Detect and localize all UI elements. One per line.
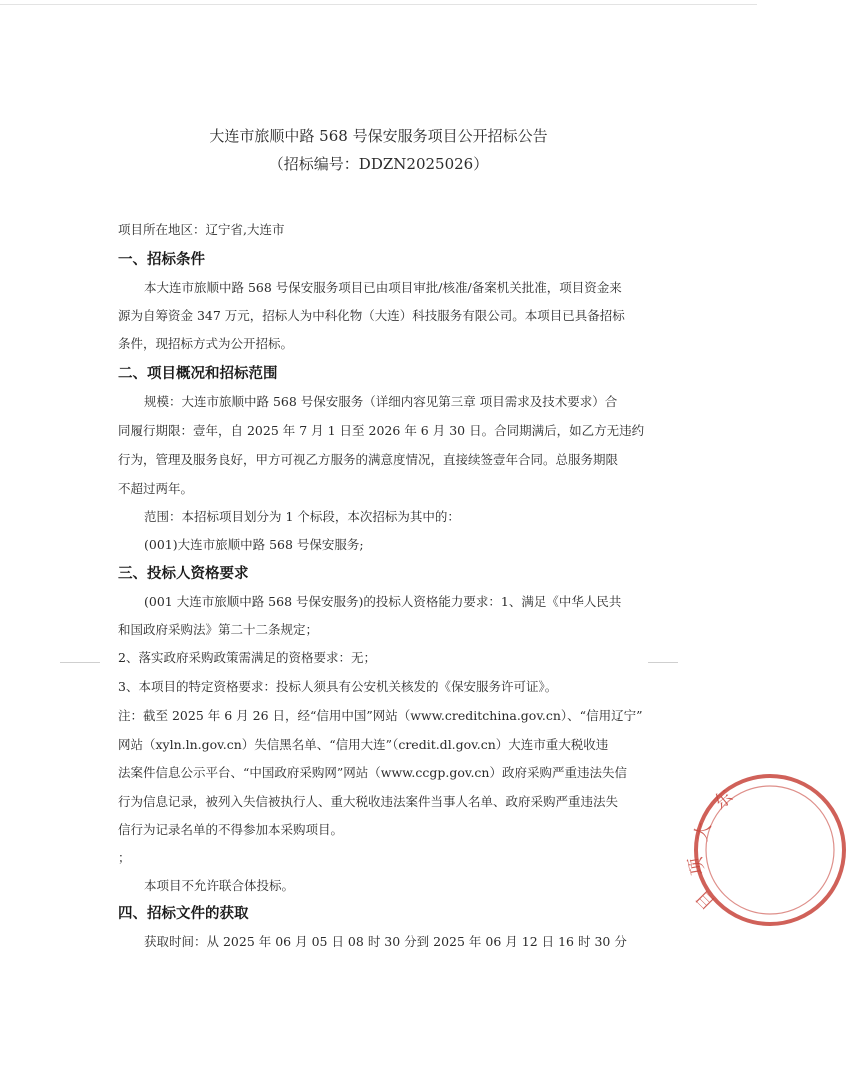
scan-speck	[60, 662, 100, 663]
paragraph-line: 3、本项目的特定资格要求：投标人须具有公安机关核发的《保安服务许可证》。	[118, 679, 558, 694]
paragraph-line: 本项目不允许联合体投标。	[144, 878, 295, 893]
paragraph-line: 信行为记录名单的不得参加本采购项目。	[118, 822, 344, 837]
paragraph-line: 源为自筹资金 347 万元，招标人为中科化物（大连）科技服务有限公司。本项目已具备招标	[118, 308, 625, 323]
paragraph-line: 行为信息记录，被列入失信被执行人、重大税收违法案件当事人名单、政府采购严重违法失	[118, 794, 619, 809]
scan-speck	[648, 662, 678, 663]
svg-text:目: 目	[691, 885, 720, 914]
paragraph-line: 网站（xyln.ln.gov.cn）失信黑名单、“信用大连”（credit.dl.gov.cn）大连市重大税收违	[118, 737, 609, 752]
svg-text:项: 项	[685, 855, 709, 877]
paragraph-line: 本大连市旅顺中路 568 号保安服务项目已由项目审批/核准/备案机关批准，项目资金来	[144, 280, 622, 295]
project-region: 项目所在地区：辽宁省,大连市	[118, 222, 285, 237]
section-heading: 四、招标文件的获取	[118, 906, 249, 922]
section-heading: 二、项目概况和招标范围	[118, 366, 278, 382]
paragraph-line: 行为，管理及服务良好，甲方可视乙方服务的满意度情况，直接续签壹年合同。总服务期限	[118, 452, 619, 467]
paragraph-line: 不超过两年。	[118, 481, 194, 496]
svg-text:大: 大	[690, 820, 716, 844]
paragraph-line: 和国政府采购法》第二十二条规定；	[118, 622, 319, 637]
document-title: 大连市旅顺中路 568 号保安服务项目公开招标公告	[209, 127, 548, 145]
paragraph-line: 法案件信息公示平台、“中国政府采购网”网站（www.ccgp.gov.cn）政府采购严重违法失信	[118, 765, 627, 780]
tender-number: （招标编号：DDZN2025026）	[268, 155, 489, 173]
official-seal-icon	[685, 770, 850, 930]
paragraph-line: 注：截至 2025 年 6 月 26 日，经“信用中国”网站（www.creditchina.gov.cn）、“信用辽宁”	[118, 708, 643, 723]
paragraph-line: 规模：大连市旅顺中路 568 号保安服务（详细内容见第三章 项目需求及技术要求）合	[144, 394, 618, 409]
paragraph-line: 条件，现招标方式为公开招标。	[118, 336, 294, 351]
paragraph-line: 范围：本招标项目划分为 1 个标段，本次招标为其中的：	[144, 509, 460, 524]
paragraph-line: (001)大连市旅顺中路 568 号保安服务;	[144, 537, 364, 552]
paragraph-line: ；	[118, 850, 131, 865]
section-heading: 三、投标人资格要求	[118, 566, 249, 582]
paragraph-line: 2、落实政府采购政策需满足的资格要求：无；	[118, 650, 376, 665]
paragraph-line: 获取时间：从 2025 年 06 月 05 日 08 时 30 分到 2025 年 06 月 12 日 16 时 30 分	[144, 934, 627, 949]
top-rule	[0, 4, 757, 5]
svg-text:东: 东	[709, 786, 738, 814]
paragraph-line: 同履行期限：壹年，自 2025 年 7 月 1 日至 2026 年 6 月 30 日。合同期满后，如乙方无违约	[118, 423, 645, 438]
paragraph-line: (001 大连市旅顺中路 568 号保安服务)的投标人资格能力要求：1、满足《中华人民共	[144, 594, 622, 609]
section-heading: 一、招标条件	[118, 252, 205, 268]
